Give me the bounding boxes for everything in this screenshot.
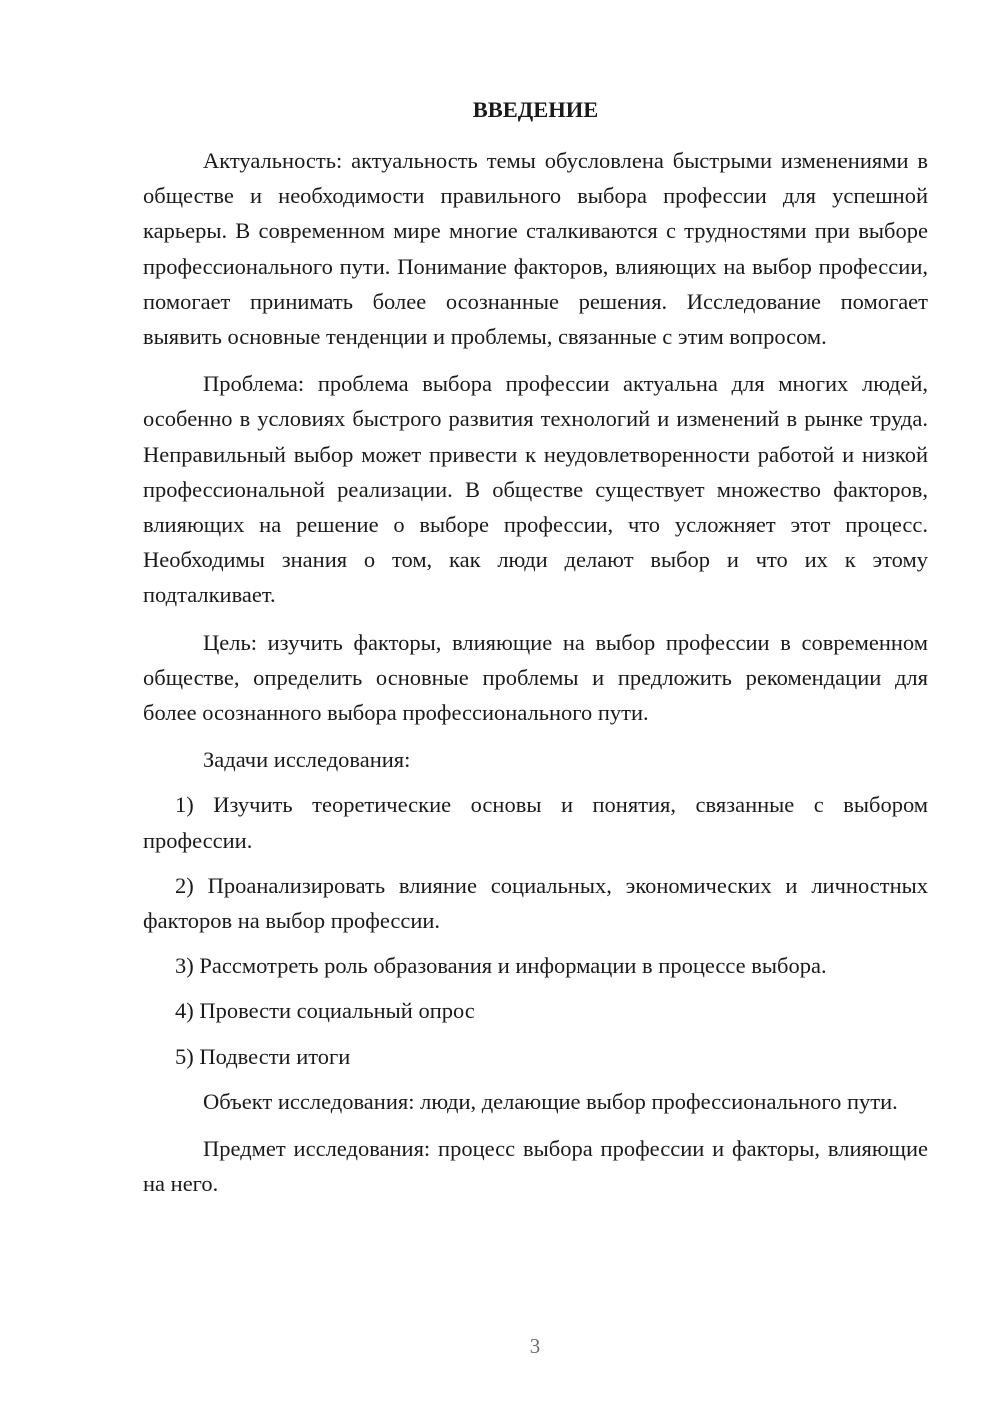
paragraph-relevance: Актуальность: актуальность темы обусловлена быстрыми изменениями в обществе и необходимости правильного выбора профессии для успешной карьеры. В современном мире многие сталкиваются с трудностями при выборе профессионального пути. Понимание факторов, влияющих на выбор профессии, помогает принимать более осознанные решения. Исследование помогает выявить основные тенденции и проблемы, связанные с этим вопросом.	[143, 148, 928, 350]
paragraph-object: Объект исследования: люди, делающие выбор профессионального пути.	[203, 1088, 898, 1114]
task-item-5: 5) Подвести итоги	[175, 1043, 351, 1069]
task-item-4: 4) Провести социальный опрос	[175, 998, 475, 1024]
page-title: ВВЕДЕНИЕ	[472, 97, 599, 122]
document-page	[143, 92, 928, 1201]
paragraph-goal: Цель: изучить факторы, влияющие на выбор профессии в современном обществе, определить основные проблемы и предложить рекомендации для более осознанного выбора профессионального пути.	[143, 629, 928, 726]
tasks-heading: Задачи исследования:	[203, 747, 411, 773]
page-number: 3	[529, 1334, 541, 1358]
paragraph-problem: Проблема: проблема выбора профессии актуальна для многих людей, особенно в условиях быстрого развития технологий и изменений в рынке труда. Неправильный выбор может привести к неудовлетворенности работой и низкой профессиональной реализации. В обществе существует множество факторов, влияющих на решение о выборе профессии, что усложняет этот процесс. Необходимы знания о том, как люди делают выбор и что их к этому подталкивает.	[143, 371, 928, 608]
task-item-2: 2) Проанализировать влияние социальных, экономических и личностных факторов на выбор профессии.	[143, 872, 928, 934]
task-item-1: 1) Изучить теоретические основы и понятия, связанные с выбором профессии.	[143, 792, 928, 853]
paragraph-subject: Предмет исследования: процесс выбора профессии и факторы, влияющие на него.	[143, 1136, 928, 1197]
task-item-3: 3) Рассмотреть роль образования и информации в процессе выбора.	[175, 953, 827, 979]
